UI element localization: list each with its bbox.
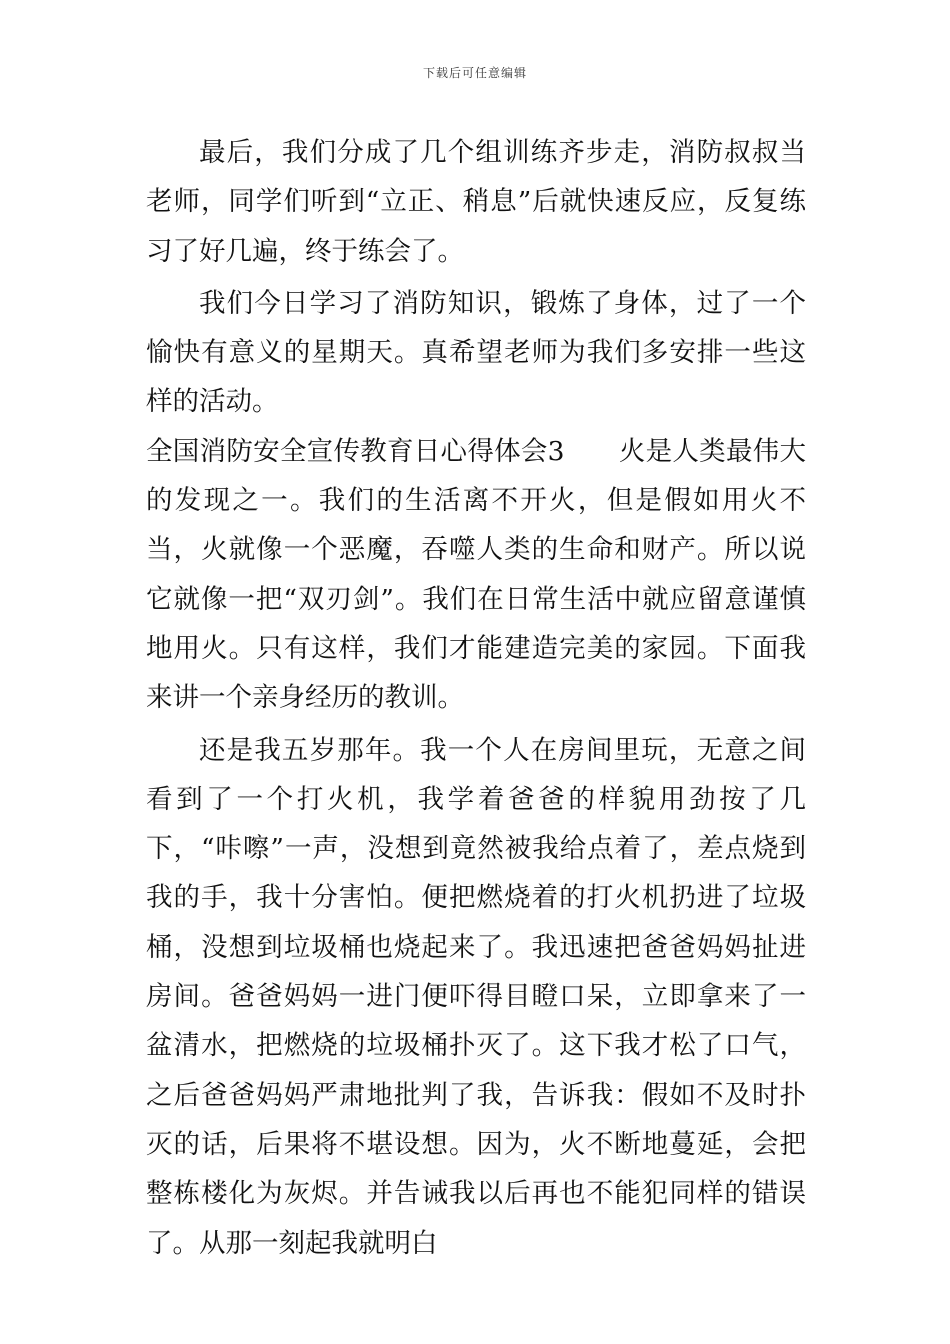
paragraph-4: 还是我五岁那年。我一个人在房间里玩，无意之间看到了一个打火机，我学着爸爸的样貌用劲按了几下，“咔嚓”一声，没想到竟然被我给点着了，差点烧到我的手，我十分害怕。便把燃烧着的打火机扔进了垃圾桶，没想到垃圾桶也烧起来了。我迅速把爸爸妈妈扯进房间。爸爸妈妈一进门便吓得目瞪口呆，立即拿来了一盆清水，把燃烧的垃圾桶扑灭了。这下我才松了口气，之后爸爸妈妈严肃地批判了我，告诉我：假如不及时扑灭的话，后果将不堪设想。因为，火不断地蔓延，会把整栋楼化为灰烬。并告诫我以后再也不能犯同样的错误了。从那一刻起我就明白	[146, 734, 806, 1259]
paragraph-3-text: 火是人类最伟大的发现之一。我们的生活离不开火，但是假如用火不当，火就像一个恶魔，吞噬人类的生命和财产。所以说它就像一把“双刃剑”。我们在日常生活中就应留意谨慎地用火。只有这样，我们才能建造完美的家园。下面我来讲一个亲身经历的教训。	[146, 435, 806, 714]
page-header: 下载后可任意编辑	[422, 66, 527, 80]
paragraph-3	[146, 427, 806, 723]
document-body	[146, 128, 806, 1268]
section-title: 全国消防安全宣传教育日心得体会3	[146, 435, 565, 467]
paragraph-2: 我们今日学习了消防知识，锻炼了身体，过了一个愉快有意义的星期天。真希望老师为我们多安排一些这样的活动。	[146, 287, 806, 418]
paragraph-1: 最后，我们分成了几个组训练齐步走，消防叔叔当老师，同学们听到“立正、稍息”后就快速反应，反复练习了好几遍，终于练会了。	[146, 137, 806, 267]
